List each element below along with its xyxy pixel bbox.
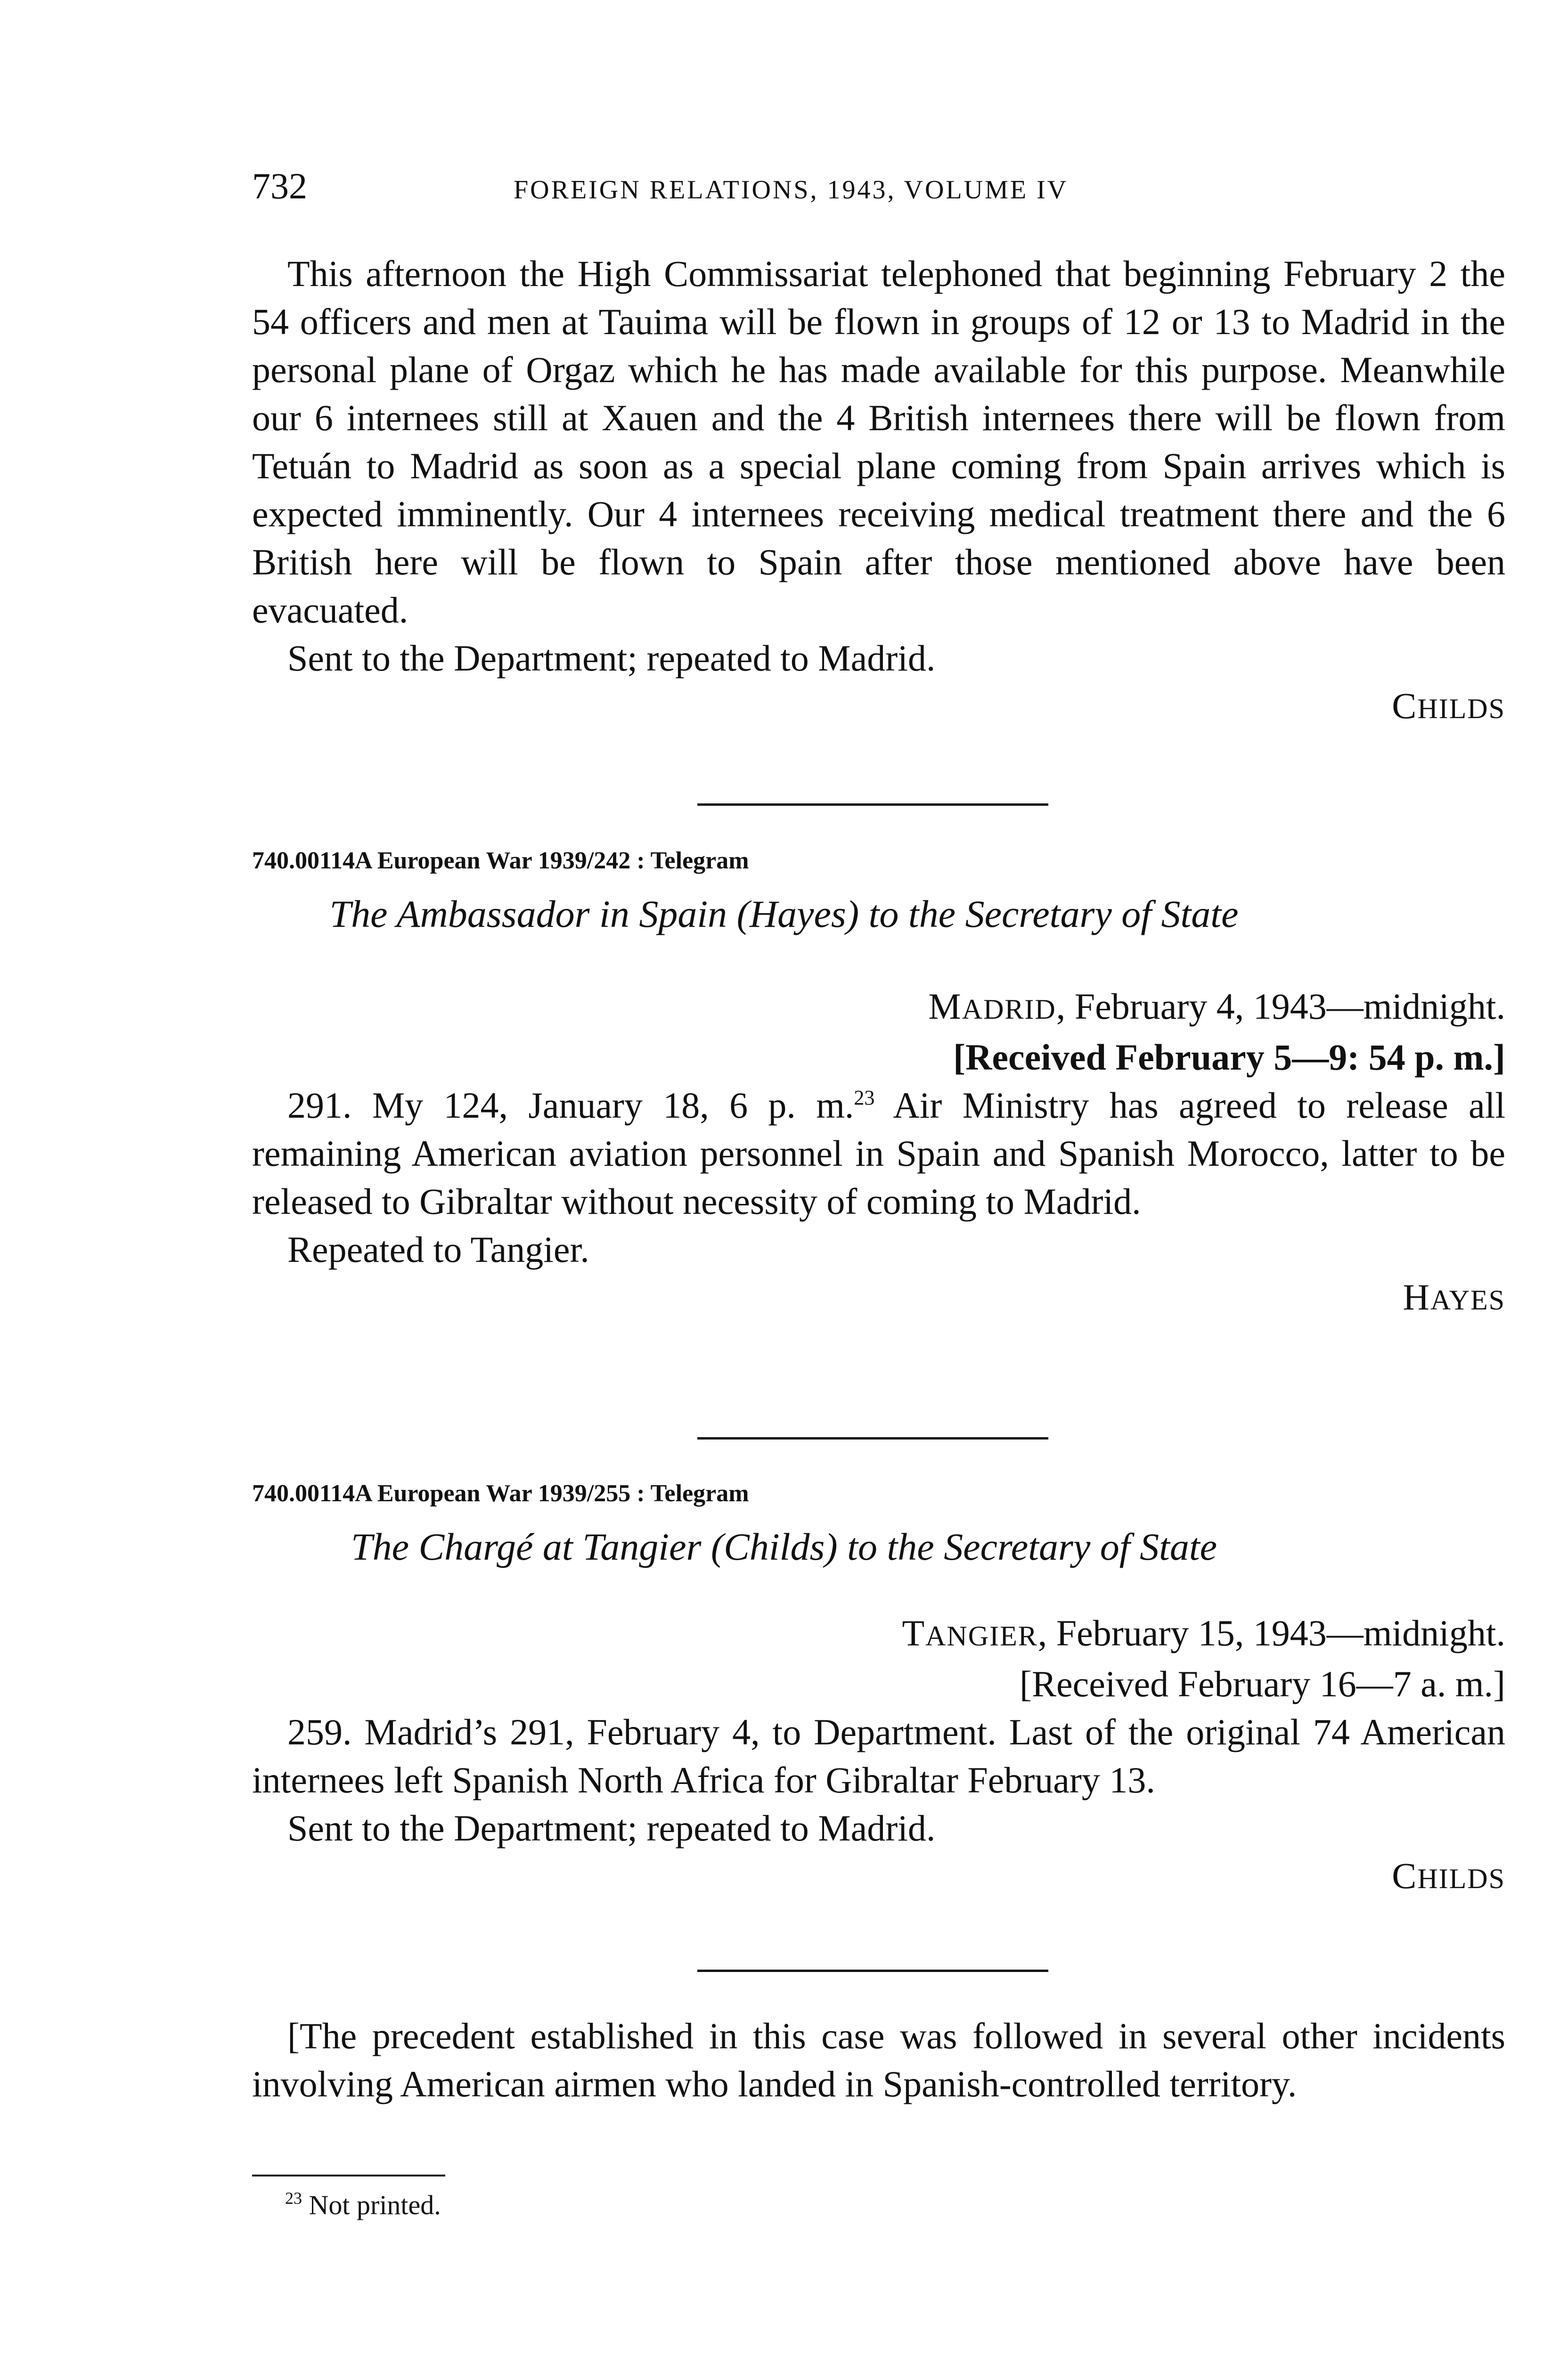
dateline-madrid: MADRID, February 4, 1943—midnight. xyxy=(928,986,1505,1027)
section-divider-1 xyxy=(697,803,1048,806)
document-childs xyxy=(252,1609,1505,1902)
continuation-paragraph: This afternoon the High Commissariat telephoned that beginning February 2 the 54 officers and men at Tauima will be flown in groups of 12 or 13 to Madrid in the personal plane of Orgaz which he has made available for this purpose. Meanwhile our 6 internees still at Xauen and the 4 British internees there will be flown from Tetuán to Madrid as soon as a special plane coming from Spain arrives which is expected imminently. Our 4 internees receiving medical treatment there and the 6 British here will be flown to Spain after those mentioned above have been evacuated. xyxy=(252,253,1505,630)
received-line-hayes: [Received February 5—9: 54 p. m.] xyxy=(953,1037,1505,1078)
childs-closing: Sent to the Department; repeated to Madrid. xyxy=(287,1808,936,1849)
signature-hayes: HAYES xyxy=(1403,1276,1505,1317)
page-number: 732 xyxy=(252,165,307,206)
file-reference-242: 740.00114A European War 1939/242 : Telegram xyxy=(252,847,749,874)
editorial-note: [The precedent established in this case was followed in several other incidents involving American airmen who landed in Spanish-controlled territory. xyxy=(252,2015,1505,2104)
section-divider-2 xyxy=(697,1437,1048,1440)
document-heading-hayes: The Ambassador in Spain (Hayes) to the Secretary of State xyxy=(329,892,1239,935)
received-line-childs: [Received February 16—7 a. m.] xyxy=(1020,1663,1505,1704)
running-title: FOREIGN RELATIONS, 1943, VOLUME IV xyxy=(514,175,1069,205)
file-reference-255: 740.00114A European War 1939/255 : Telegram xyxy=(252,1480,749,1507)
footnote-23: $^{23}$ Not printed. xyxy=(285,2189,441,2220)
dateline-tangier: TANGIER, February 15, 1943—midnight. xyxy=(902,1612,1505,1653)
document-heading-childs: The Chargé at Tangier (Childs) to the Secretary of State xyxy=(351,1525,1217,1568)
footnote-reference-23: 23 xyxy=(854,1086,875,1109)
childs-telegram-body: 259. Madrid’s 291, February 4, to Department. Last of the original 74 American internees left Spanish North Africa for Gibraltar February 13. xyxy=(252,1711,1505,1800)
document-hayes xyxy=(252,982,1505,1324)
section-divider-3 xyxy=(697,1970,1048,1972)
editorial-note-block xyxy=(252,2012,1505,2108)
running-head xyxy=(252,163,1505,210)
hayes-telegram-body: 291. My 124, January 18, 6 p. m.$^{23}$ Air Ministry has agreed to release all remaining American aviation personnel in Spain and Spanish Morocco, latter to be released to Gibraltar without necessity of coming to Madrid. xyxy=(252,1085,1505,1222)
signature-childs-2: CHILDS xyxy=(1392,1855,1505,1896)
signature-childs-1: CHILDS xyxy=(1392,685,1505,726)
section-continuation xyxy=(252,250,1505,732)
footnote-rule xyxy=(252,2175,445,2176)
hayes-closing: Repeated to Tangier. xyxy=(287,1229,589,1270)
continuation-closing: Sent to the Department; repeated to Madrid. xyxy=(287,638,936,679)
